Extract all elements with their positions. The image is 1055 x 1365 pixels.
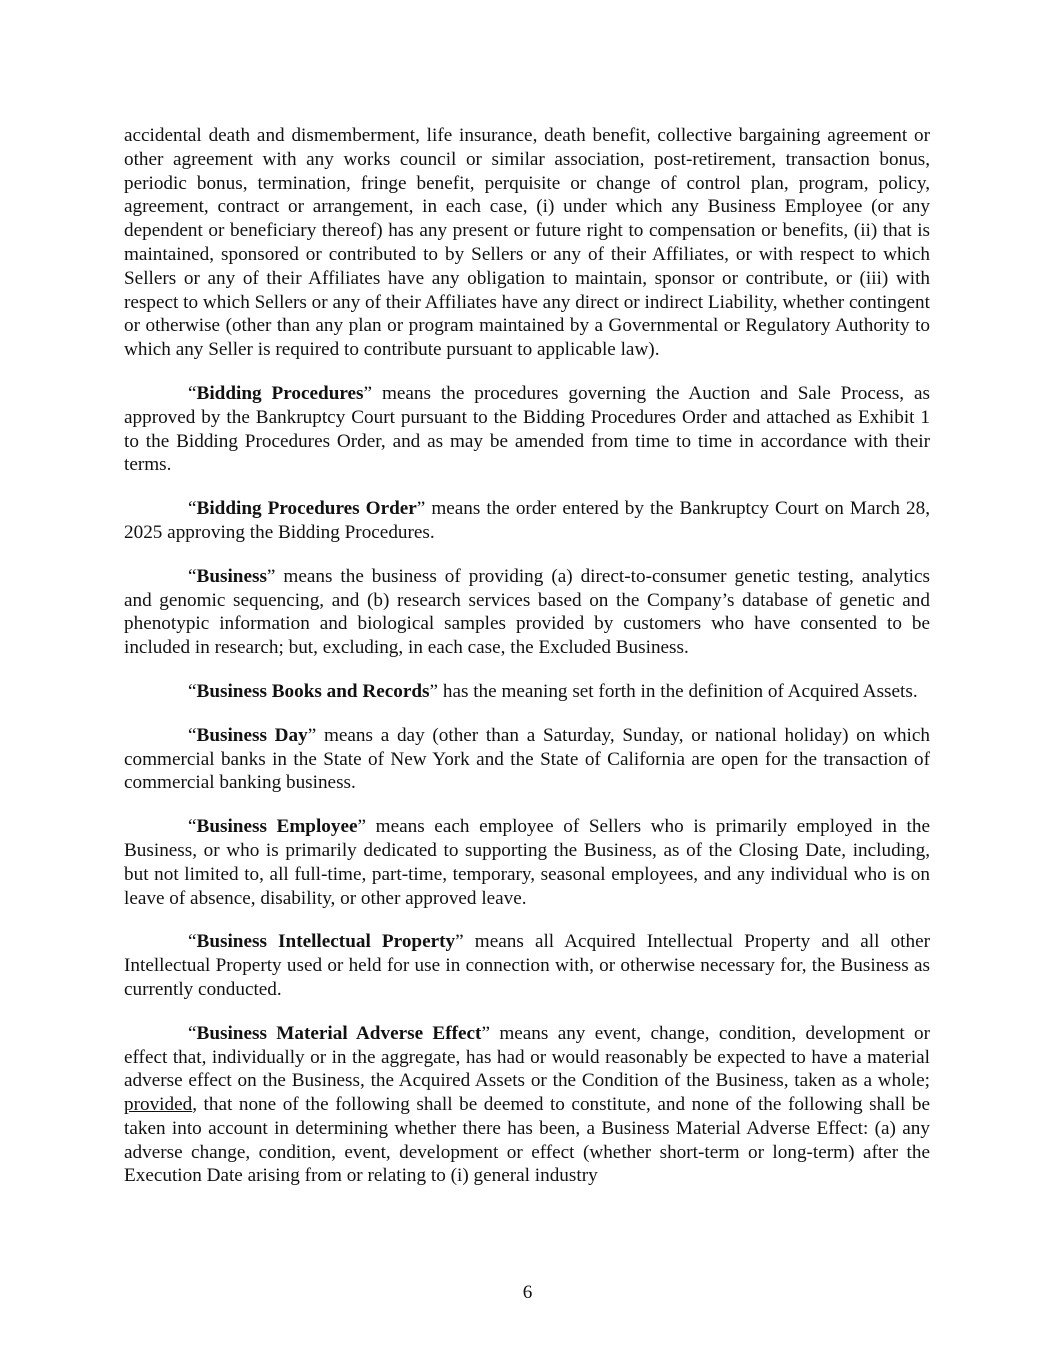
definition-bidding-procedures <box>124 382 930 477</box>
open-quote: “ <box>188 382 197 404</box>
defined-term: Business <box>196 565 267 587</box>
close-quote: ” <box>357 816 367 838</box>
open-quote: “ <box>188 1022 197 1044</box>
defined-term: Business Books and Records <box>196 680 430 702</box>
defined-term: Business Day <box>196 724 308 746</box>
open-quote: “ <box>188 724 197 746</box>
open-quote: “ <box>188 816 197 838</box>
open-quote: “ <box>188 931 197 953</box>
definition-business-books-and-records <box>124 680 930 704</box>
definition-business <box>124 565 930 660</box>
definition-text: means each employee of Sellers who is primarily employed in the Business, or who is primarily dedicated to supporting the Business, as of the Closing Date, including, but not limited to, all full-time, part-time, temporary, seasonal employees, and any individual who is on leave of absence, disability, or other approved leave. <box>124 816 930 909</box>
definition-business-day <box>124 724 930 795</box>
definition-text: has the meaning set forth in the definition of Acquired Assets. <box>438 680 918 702</box>
defined-term: Business Employee <box>196 816 358 838</box>
definition-business-material-adverse-effect <box>124 1022 930 1189</box>
intro-paragraph: accidental death and dismemberment, life insurance, death benefit, collective bargaining agreement or other agreement with any works council or similar association, post-retirement, transaction bonus, periodic bonus, termination, fringe benefit, perquisite or change of control plan, program, policy, agreement, contract or arrangement, in each case, (i) under which any Business Employee (or any dependent or beneficiary thereof) has any present or future right to compensation or benefits, (ii) that is maintained, sponsored or contributed to by Sellers or any of their Affiliates, or with respect to which Sellers or any of their Affiliates have any obligation to maintain, sponsor or contribute, or (iii) with respect to which Sellers or any of their Affiliates have any direct or indirect Liability, whether contingent or otherwise (other than any plan or program maintained by a Governmental or Regulatory Authority to which any Seller is required to contribute pursuant to applicable law). <box>124 125 930 361</box>
close-quote: ” <box>307 724 317 746</box>
definition-text-continued: , that none of the following shall be deemed to constitute, and none of the following shall be taken into account in determining whether there has been, a Business Material Adverse Effect: (a) any adverse change, condition, event, development or effect (whether short-term or long-term) after the Execution Date arising from or relating to (i) general industry <box>124 1094 930 1187</box>
defined-term: Bidding Procedures <box>196 382 364 404</box>
open-quote: “ <box>188 680 197 702</box>
definition-business-intellectual-property <box>124 930 930 1001</box>
defined-term: Bidding Procedures Order <box>196 498 417 520</box>
page-number: 6 <box>522 1282 533 1303</box>
definition-text: means any event, change, condition, development or effect that, individually or in the aggregate, has had or would reasonably be expected to have a material adverse effect on the Business, the Acquired Assets or the Condition of the Business, taken as a whole; <box>124 1022 930 1092</box>
open-quote: “ <box>188 565 197 587</box>
definition-text: means the procedures governing the Auction and Sale Process, as approved by the Bankruptcy Court pursuant to the Bidding Procedures Order and attached as Exhibit 1 to the Bidding Procedures Order, and as may be amended from time to time in accordance with their terms. <box>124 382 930 476</box>
definition-text: means the order entered by the Bankruptcy Court on March 28, 2025 approving the Bidding Procedures. <box>124 498 930 543</box>
close-quote: ” <box>416 498 426 520</box>
open-quote: “ <box>188 498 197 520</box>
definition-bidding-procedures-order <box>124 497 930 545</box>
definition-business-employee <box>124 815 930 910</box>
close-quote: ” <box>266 565 276 587</box>
close-quote: ” <box>363 382 373 404</box>
definition-text: means a day (other than a Saturday, Sunday, or national holiday) on which commercial banks in the State of New York and the State of California are open for the transaction of commercial banking business. <box>124 724 930 794</box>
underlined-provided: provided <box>124 1094 193 1116</box>
defined-term: Business Material Adverse Effect <box>196 1022 482 1044</box>
definition-text: means the business of providing (a) direct-to-consumer genetic testing, analytics and genomic sequencing, and (b) research services based on the Company’s database of genetic and phenotypic information and biological samples provided by customers who have consented to be included in research; but, excluding, in each case, the Excluded Business. <box>124 565 930 659</box>
close-quote: ” <box>455 931 464 953</box>
close-quote: ” <box>481 1022 490 1044</box>
document-page <box>124 124 930 1208</box>
definition-text: means all Acquired Intellectual Property and all other Intellectual Property used or held for use in connection with, or otherwise necessary for, the Business as currently conducted. <box>124 931 930 1000</box>
close-quote: ” <box>429 680 439 702</box>
defined-term: Business Intellectual Property <box>196 931 456 953</box>
